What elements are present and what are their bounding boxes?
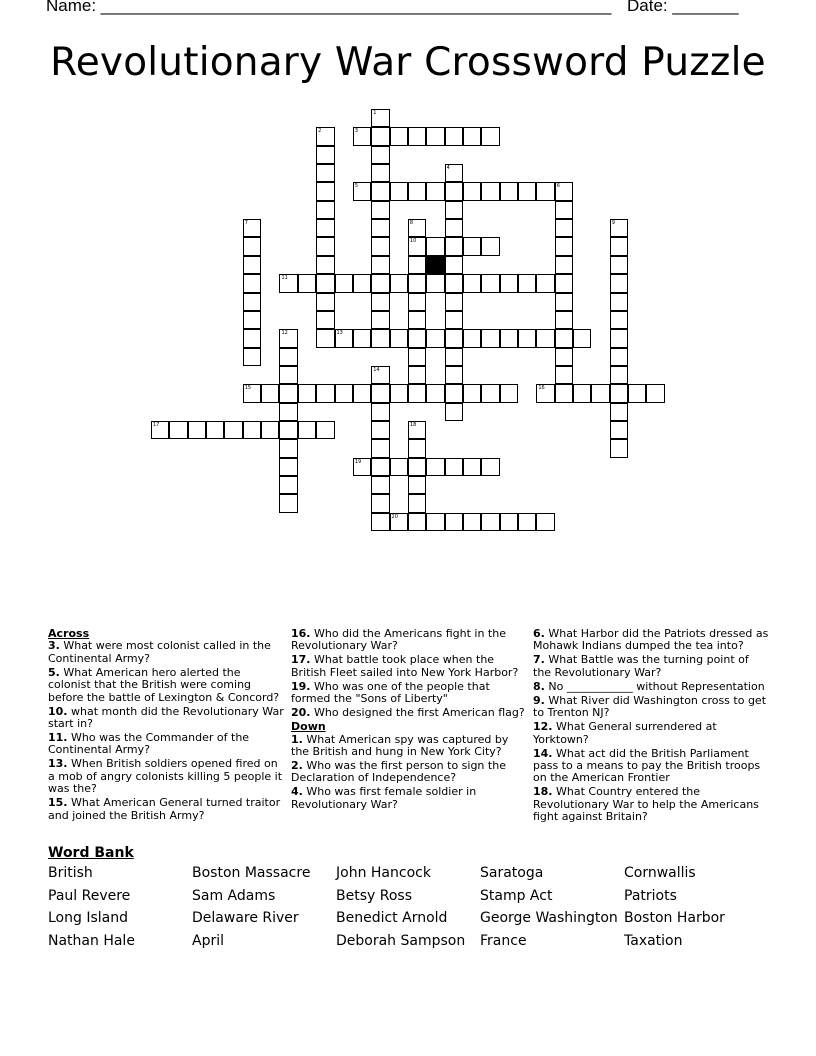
grid-cell[interactable] [408,127,426,145]
grid-cell[interactable] [371,274,389,292]
word-bank-item: Saratoga [480,865,544,881]
grid-cell[interactable] [353,127,371,145]
word-bank-item: France [480,933,527,950]
grid-cell[interactable] [500,182,518,200]
grid-cell[interactable] [390,182,408,200]
grid-cell[interactable] [445,366,463,384]
grid-cell[interactable] [316,201,334,219]
grid-cell[interactable] [536,329,554,347]
grid-cell[interactable] [243,311,261,329]
grid-cell[interactable] [610,366,628,384]
grid-cell[interactable] [536,513,554,531]
grid-cell[interactable] [445,311,463,329]
grid-cell[interactable] [481,274,499,292]
grid-cell[interactable] [610,293,628,311]
grid-cell[interactable] [408,311,426,329]
grid-cell[interactable] [445,274,463,292]
grid-cell[interactable] [445,348,463,366]
grid-cell[interactable] [555,329,573,347]
grid-cell[interactable] [408,274,426,292]
grid-cell[interactable] [445,384,463,402]
grid-cell[interactable] [243,329,261,347]
grid-cell[interactable] [243,274,261,292]
grid-cell[interactable] [555,366,573,384]
grid-cell[interactable] [353,274,371,292]
grid-cell[interactable] [243,237,261,255]
grid-cell[interactable] [390,513,408,531]
grid-cell[interactable] [279,366,297,384]
down-clue-12: 12. What General surrendered at Yorktown? [533,720,717,746]
grid-cell[interactable] [390,329,408,347]
grid-clue-number: 12 [281,330,288,337]
grid-cell[interactable] [481,329,499,347]
grid-cell[interactable] [463,182,481,200]
across-clue-20: 20. Who designed the first American flag? [291,706,525,720]
grid-cell[interactable] [353,329,371,347]
grid-cell[interactable] [463,329,481,347]
grid-cell[interactable] [371,366,389,384]
grid-cell[interactable] [298,421,316,439]
grid-cell[interactable] [500,513,518,531]
across-clue-19: 19. Who was one of the people that formed the "Sons of Liberty" [291,679,490,706]
grid-cell[interactable] [298,384,316,402]
word-bank-title: Word Bank [48,845,134,861]
down-clue-4: 4. Who was first female soldier in Revolutionary War? [291,785,477,811]
grid-cell[interactable] [243,256,261,274]
grid-cell[interactable] [243,348,261,366]
grid-cell[interactable] [408,182,426,200]
grid-cell[interactable] [279,421,297,439]
word-bank-item: Delaware River [192,910,299,927]
grid-cell[interactable] [426,127,444,145]
grid-cell[interactable] [316,237,334,255]
word-bank-item: Stamp Act [480,887,553,904]
grid-cell[interactable] [335,329,353,347]
word-bank-item: John Hancock [336,865,431,881]
grid-cell[interactable] [408,348,426,366]
grid-cell[interactable] [261,421,279,439]
word-bank-item: Taxation [624,933,683,950]
grid-cell[interactable] [646,384,664,402]
word-bank-item: Deborah Sampson [336,933,466,950]
grid-cell[interactable] [408,256,426,274]
word-bank-item: Paul Revere [48,887,131,904]
grid-cell[interactable] [610,256,628,274]
grid-cell[interactable] [426,274,444,292]
grid-clue-number: 9 [611,220,615,227]
grid-clue-number: 2 [318,128,322,135]
grid-cell[interactable] [445,164,463,182]
grid-cell[interactable] [518,513,536,531]
grid-cell[interactable] [500,329,518,347]
grid-cell[interactable] [555,256,573,274]
grid-cell[interactable] [390,274,408,292]
across-clue-10: 10. what month did the Revolutionary War start in? [48,704,284,731]
grid-cell[interactable] [408,513,426,531]
grid-cell[interactable] [371,403,389,421]
grid-cell[interactable] [316,146,334,164]
grid-cell[interactable] [463,127,481,145]
grid-cell[interactable] [408,439,426,457]
grid-cell[interactable] [445,237,463,255]
grid-cell[interactable] [371,256,389,274]
grid-cell[interactable] [445,458,463,476]
grid-cell[interactable] [316,311,334,329]
grid-cell[interactable] [445,403,463,421]
grid-cell[interactable] [279,476,297,494]
page-title: Revolutionary War Crossword Puzzle [50,40,766,85]
grid-clue-number: 18 [409,421,417,428]
grid-cell[interactable] [353,384,371,402]
grid-cell[interactable] [481,182,499,200]
grid-cell[interactable] [371,494,389,512]
grid-black-square [426,256,444,274]
grid-cell[interactable] [353,182,371,200]
grid-cell[interactable] [243,421,261,439]
grid-cell[interactable] [610,237,628,255]
grid-cell[interactable] [243,293,261,311]
grid-clue-number: 19 [354,458,362,465]
grid-cell[interactable] [316,182,334,200]
grid-clue-number: 10 [409,238,417,245]
grid-cell[interactable] [610,421,628,439]
grid-clue-number: 14 [373,366,380,373]
grid-cell[interactable] [445,219,463,237]
grid-clue-number: 15 [244,385,252,392]
grid-cell[interactable] [555,201,573,219]
grid-cell[interactable] [481,458,499,476]
grid-cell[interactable] [408,384,426,402]
grid-cell[interactable] [610,219,628,237]
grid-cell[interactable] [445,293,463,311]
grid-clue-number: 16 [538,385,545,392]
grid-cell[interactable] [610,274,628,292]
across-heading: Across [48,627,90,640]
down-clue-14: 14. What act did the British Parliament pass to a means to pay the British troops on the American Frontier [533,746,761,785]
grid-cell[interactable] [408,219,426,237]
grid-cell[interactable] [371,237,389,255]
grid-clue-number: 6 [556,183,560,190]
grid-cell[interactable] [261,384,279,402]
grid-cell[interactable] [481,384,499,402]
grid-cell[interactable] [610,311,628,329]
grid-clue-number: 8 [409,220,414,227]
word-bank-item: British [48,865,93,881]
grid-clue-number: 5 [354,183,359,190]
grid-cell[interactable] [573,329,591,347]
grid-cell[interactable] [426,458,444,476]
grid-cell[interactable] [188,421,206,439]
grid-cell[interactable] [390,127,408,145]
grid-cell[interactable] [371,458,389,476]
grid-cell[interactable] [408,366,426,384]
name-field[interactable]: Name: ______________________________________________________ [46,0,612,15]
down-clue-2: 2. Who was the first person to sign the Declaration of Independence? [291,759,506,785]
grid-cell[interactable] [555,311,573,329]
across-clue-17: 17. What battle took place when the British Fleet sailed into New York Harbor? [291,653,519,679]
grid-cell[interactable] [591,384,609,402]
grid-cell[interactable] [371,164,389,182]
grid-cell[interactable] [390,458,408,476]
grid-cell[interactable] [518,182,536,200]
grid-cell[interactable] [628,384,646,402]
word-bank-item: Long Island [48,910,128,927]
grid-cell[interactable] [206,421,224,439]
grid-cell[interactable] [408,293,426,311]
grid-cell[interactable] [536,274,554,292]
clues-column-2 [291,628,527,813]
down-clue-1: 1. What American spy was captured by the British and hung in New York City? [291,732,509,759]
grid-cell[interactable] [279,494,297,512]
grid-cell[interactable] [371,476,389,494]
grid-cell[interactable] [518,329,536,347]
grid-cell[interactable] [279,403,297,421]
down-clue-18: 18. What Country entered the Revolutionary War to help the Americans fight against Britain? [533,785,759,824]
down-heading: Down [291,720,326,734]
grid-cell[interactable] [316,164,334,182]
across-clue-11: 11. Who was the Commander of the Continental Army? [48,731,250,757]
grid-cell[interactable] [353,458,371,476]
grid-cell[interactable] [445,201,463,219]
grid-cell[interactable] [335,384,353,402]
down-clue-7: 7. What Battle was the turning point of the Revolutionary War? [533,653,749,679]
grid-cell[interactable] [555,384,573,402]
word-bank-item: April [192,933,224,950]
grid-cell[interactable] [371,421,389,439]
grid-cell[interactable] [555,182,573,200]
grid-cell[interactable] [463,513,481,531]
grid-cell[interactable] [445,513,463,531]
grid-clue-number: 1 [373,110,377,116]
grid-cell[interactable] [463,384,481,402]
grid-clue-number: 7 [244,220,248,227]
grid-cell[interactable] [610,348,628,366]
grid-cell[interactable] [610,384,628,402]
grid-cell[interactable] [371,311,389,329]
grid-cell[interactable] [555,293,573,311]
down-clue-9: 9. What River did Washington cross to get to Trenton NJ? [533,693,767,720]
word-bank-item: Cornwallis [624,865,696,881]
grid-cell[interactable] [279,458,297,476]
grid-cell[interactable] [279,384,297,402]
grid-cell[interactable] [426,237,444,255]
grid-cell[interactable] [316,293,334,311]
grid-cell[interactable] [408,494,426,512]
grid-cell[interactable] [445,256,463,274]
grid-clue-number: 4 [446,165,450,172]
word-bank-item: George Washington [480,910,618,927]
grid-cell[interactable] [224,421,242,439]
grid-cell[interactable] [555,237,573,255]
grid-cell[interactable] [518,274,536,292]
word-bank-item: Boston Massacre [192,865,311,881]
word-bank-item: Nathan Hale [48,933,135,950]
word-bank-item: Benedict Arnold [336,910,448,927]
grid-cell[interactable] [481,237,499,255]
grid-cell[interactable] [316,329,334,347]
grid-clue-number: 20 [391,513,398,520]
across-clue-5: 5. What American hero alerted the colonist that the British were coming before the battle of Lexington & Concord? [48,665,280,704]
grid-cell[interactable] [243,384,261,402]
down-clue-6: 6. What Harbor did the Patriots dressed as Mohawk Indians dumped the tea into? [533,627,769,653]
down-clue-8: 8. No ____________ without Representation [533,679,765,693]
grid-cell[interactable] [610,403,628,421]
grid-cell[interactable] [371,384,389,402]
grid-cell[interactable] [390,384,408,402]
grid-cell[interactable] [371,329,389,347]
clues-column-3 [533,628,769,825]
grid-cell[interactable] [610,439,628,457]
grid-cell[interactable] [371,201,389,219]
grid-cell[interactable] [408,458,426,476]
grid-cell[interactable] [279,439,297,457]
word-bank-item: Boston Harbor [624,910,725,927]
grid-cell[interactable] [316,256,334,274]
grid-cell[interactable] [408,421,426,439]
grid-cell[interactable] [426,384,444,402]
grid-cell[interactable] [279,329,297,347]
across-clue-13: 13. When British soldiers opened fired on a mob of angry colonists killing 5 people it was the? [48,757,283,796]
clues-column-1 [48,628,284,824]
grid-cell[interactable] [463,237,481,255]
grid-cell[interactable] [536,384,554,402]
word-bank-item: Betsy Ross [336,887,412,904]
word-bank [48,865,768,956]
grid-cell[interactable] [371,513,389,531]
grid-cell[interactable] [555,348,573,366]
grid-cell[interactable] [555,274,573,292]
grid-cell[interactable] [371,439,389,457]
grid-cell[interactable] [500,274,518,292]
date-field[interactable]: Date: _______ [627,0,739,15]
grid-cell[interactable] [555,219,573,237]
grid-cell[interactable] [371,127,389,145]
grid-cell[interactable] [426,182,444,200]
word-bank-item: Patriots [624,887,677,904]
grid-cell[interactable] [408,476,426,494]
grid-clue-number: 17 [153,421,160,428]
grid-cell[interactable] [169,421,187,439]
grid-cell[interactable] [371,293,389,311]
grid-cell[interactable] [481,513,499,531]
grid-cell[interactable] [279,348,297,366]
grid-cell[interactable] [408,329,426,347]
grid-cell[interactable] [463,274,481,292]
grid-cell[interactable] [316,219,334,237]
grid-cell[interactable] [151,421,169,439]
grid-cell[interactable] [316,127,334,145]
grid-cell[interactable] [316,384,334,402]
grid-cell[interactable] [536,182,554,200]
grid-cell[interactable] [426,329,444,347]
grid-cell[interactable] [445,127,463,145]
grid-cell[interactable] [573,384,591,402]
grid-cell[interactable] [335,274,353,292]
grid-cell[interactable] [371,109,389,127]
grid-cell[interactable] [426,513,444,531]
across-clue-15: 15. What American General turned traitor and joined the British Army? [48,796,281,822]
grid-cell[interactable] [408,237,426,255]
grid-cell[interactable] [316,274,334,292]
grid-cell[interactable] [463,458,481,476]
grid-cell[interactable] [610,329,628,347]
grid-cell[interactable] [371,146,389,164]
grid-cell[interactable] [371,219,389,237]
grid-cell[interactable] [316,421,334,439]
grid-cell[interactable] [298,274,316,292]
grid-cell[interactable] [445,329,463,347]
grid-cell[interactable] [500,384,518,402]
grid-clue-number: 11 [281,275,288,282]
grid-cell[interactable] [481,127,499,145]
across-clue-3: 3. What were most colonist called in the Continental Army? [48,639,271,665]
across-clue-16: 16. Who did the Americans fight in the Revolutionary War? [291,627,506,653]
grid-clue-number: 13 [336,330,343,337]
grid-clue-number: 3 [354,128,359,135]
grid-cell[interactable] [279,274,297,292]
grid-cell[interactable] [445,182,463,200]
grid-cell[interactable] [243,219,261,237]
grid-cell[interactable] [371,182,389,200]
word-bank-item: Sam Adams [192,887,276,904]
